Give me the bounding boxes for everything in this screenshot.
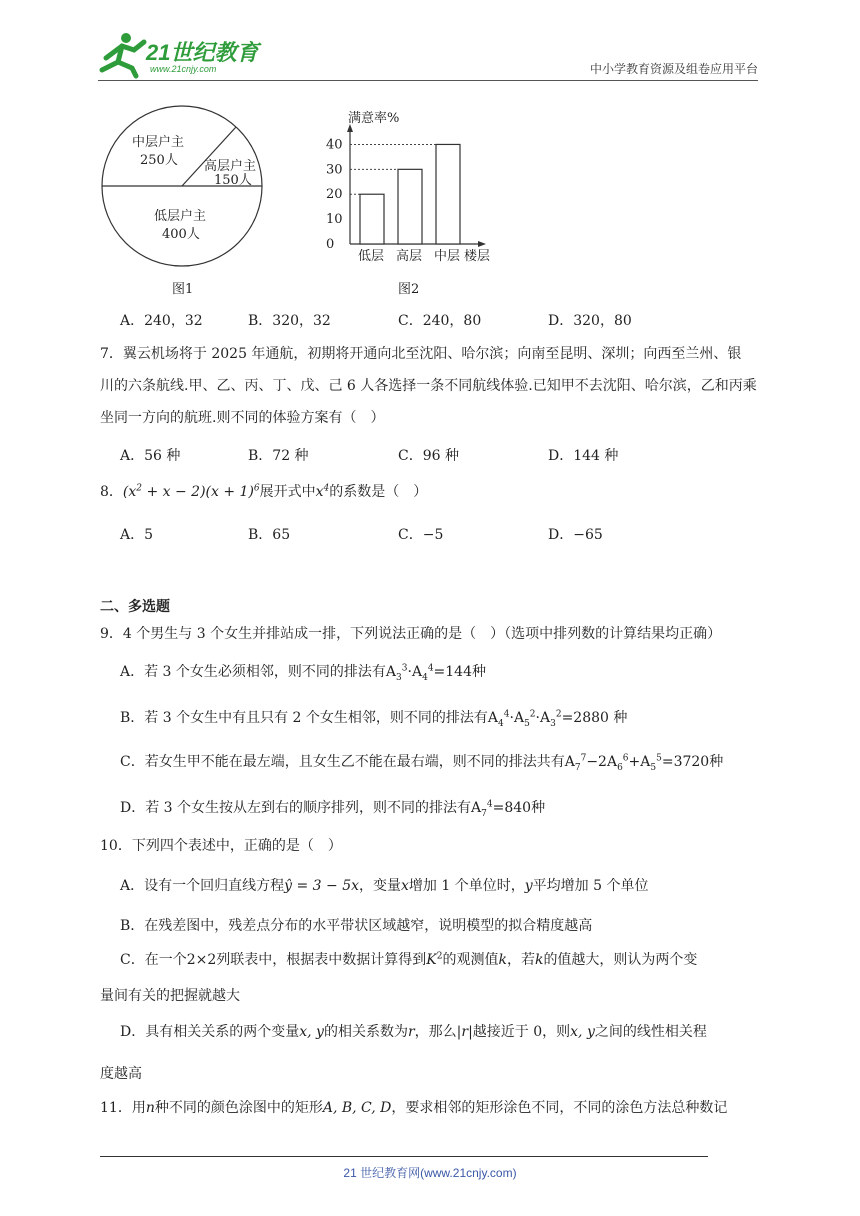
- x-tick-label: 低层: [358, 249, 385, 264]
- y-tick-label: 30: [326, 162, 343, 178]
- q9-d-formula: $A_7^4=840$: [471, 799, 532, 819]
- header-divider: [98, 80, 758, 81]
- bar-figure: [320, 104, 500, 270]
- q9-c-formula: $A_7^7-2A_6^6+A_5^5=3720$: [564, 753, 710, 773]
- logo-url: www.21cnjy.com: [150, 64, 217, 74]
- site-logo: [92, 28, 272, 84]
- bar-1: [398, 169, 422, 244]
- footer-text[interactable]: 21 世纪教育网(www.21cnjy.com): [343, 1166, 517, 1180]
- q9-b-formula: $A_4^4\cdot A_5^2\cdot A_3^2=2880$: [487, 709, 609, 729]
- x-tick-label: 高层: [396, 249, 423, 264]
- q9-option-c[interactable]: C．若女生甲不能在最左端，且女生乙不能在最右端，则不同的排法共有$A_7^7-2A_6^6+A_5^5=3720$种: [120, 753, 724, 773]
- pie-caption: 图1: [172, 282, 194, 297]
- q6-option-d[interactable]: D．320，80: [548, 313, 632, 329]
- q8-stem: [100, 476, 427, 508]
- q8-tail2: 的系数是（ ）: [329, 484, 428, 500]
- q8-number: 8．: [100, 484, 123, 500]
- pie-figure: [98, 100, 268, 270]
- q6-option-b[interactable]: B．320，32: [248, 313, 331, 329]
- q9-stem: 9．4 个男生与 3 个女生并排站成一排，下列说法正确的是（ ）（选项中排列数的计算结果均正确）: [100, 626, 722, 642]
- section-multi-choice-title: 二、多选题: [100, 598, 170, 614]
- header-platform-text: 中小学教育资源及组卷应用平台: [589, 62, 758, 76]
- q10-option-b[interactable]: B．在残差图中，残差点分布的水平带状区域越窄，说明模型的拟合精度越高: [120, 918, 593, 934]
- bar-caption: 图2: [398, 282, 420, 297]
- q7-line2: 川的六条航线.甲、乙、丙、丁、戊、己 6 人各选择一条不同航线体验.已知甲不去沈阳、哈尔滨，乙和丙乘: [100, 378, 757, 394]
- q10-option-d[interactable]: D．具有相关关系的两个变量x, y的相关系数为r，那么|r|越接近于 0，则x, y之间的线性相关程: [120, 1024, 707, 1040]
- q8-tail: 展开式中: [259, 484, 316, 500]
- q6-option-c[interactable]: C．240，80: [398, 313, 482, 329]
- pie-chart: [98, 100, 268, 270]
- q8-option-b[interactable]: B．65: [248, 527, 291, 543]
- q10-stem: 10．下列四个表述中，正确的是（ ）: [100, 838, 342, 854]
- q8-option-c[interactable]: C．−5: [398, 527, 444, 543]
- bar-chart: [320, 104, 500, 270]
- q8-option-d[interactable]: D．−65: [548, 527, 603, 543]
- q7-option-a[interactable]: A．56 种: [120, 448, 181, 464]
- q8-term: $x^4$: [315, 483, 330, 500]
- q9-option-d[interactable]: D．若 3 个女生按从左到右的顺序排列，则不同的排法有$A_7^4=840$种: [120, 799, 546, 819]
- y-tick-label: 20: [326, 187, 343, 203]
- q7-option-d[interactable]: D．144 种: [548, 448, 619, 464]
- q9-option-a[interactable]: A．若 3 个女生必须相邻，则不同的排法有$A_3^3\cdot A_4^4=144$种: [120, 663, 486, 683]
- q10-a-formula: ŷ = 3 − 5x: [284, 878, 360, 894]
- x-tick-label: 中层: [434, 249, 461, 264]
- q7-line3: 坐同一方向的航班.则不同的体验方案有（ ）: [100, 410, 385, 426]
- footer-divider: [100, 1156, 708, 1157]
- runner-logo-icon: [92, 28, 272, 84]
- logo-text: 21世纪教育: [146, 40, 259, 65]
- y-tick-label: 10: [326, 212, 343, 228]
- q8-formula: $(x^2 + x - 2)(x + 1)^6$: [122, 483, 260, 500]
- bar-xlabel: 楼层: [464, 249, 491, 264]
- bar-2: [436, 144, 460, 244]
- pie-count-low: 400人: [162, 227, 200, 242]
- q6-option-a[interactable]: A．240，32: [120, 313, 203, 329]
- q9-option-b[interactable]: B．若 3 个女生中有且只有 2 个女生相邻，则不同的排法有$A_4^4\cdot A_5^2\cdot A_3^2=2880$ 种: [120, 709, 628, 729]
- pie-count-mid: 250人: [140, 153, 178, 168]
- q10-option-c-line2: 量间有关的把握就越大: [100, 988, 240, 1004]
- y-tick-label: 40: [326, 137, 343, 153]
- q7-option-c[interactable]: C．96 种: [398, 448, 459, 464]
- q10-option-c[interactable]: C．在一个2×2列联表中，根据表中数据计算得到$K^2$的观测值k，若k的值越大，则认为两个变: [120, 951, 698, 968]
- q10-c-size: 2×2: [186, 952, 217, 968]
- pie-label-mid: 中层户主: [132, 135, 185, 150]
- pie-label-high: 高层户主: [204, 159, 257, 174]
- q11-stem: 11．用n种不同的颜色涂图中的矩形A, B, C, D，要求相邻的矩形涂色不同，不同的涂色方法总种数记: [100, 1100, 728, 1116]
- bar-0: [360, 194, 384, 244]
- y-tick-label: 0: [326, 237, 335, 252]
- q10-option-a[interactable]: A．设有一个回归直线方程ŷ = 3 − 5x，变量x增加 1 个单位时，y平均增加 5 个单位: [120, 878, 649, 894]
- q10-option-d-line2: 度越高: [100, 1066, 142, 1082]
- q8-option-a[interactable]: A．5: [120, 527, 154, 543]
- x-axis-arrow-icon: [478, 241, 486, 247]
- q7-line1: 7．翼云机场将于 2025 年通航，初期将开通向北至沈阳、哈尔滨；向南至昆明、深圳；向西至兰州、银: [100, 346, 742, 362]
- q7-option-b[interactable]: B．72 种: [248, 448, 309, 464]
- bar-ylabel: 满意率%: [348, 111, 400, 126]
- pie-count-high: 150人: [214, 173, 252, 188]
- q9-a-formula: $A_3^3\cdot A_4^4=144$: [385, 663, 472, 683]
- pie-label-low: 低层户主: [154, 209, 207, 224]
